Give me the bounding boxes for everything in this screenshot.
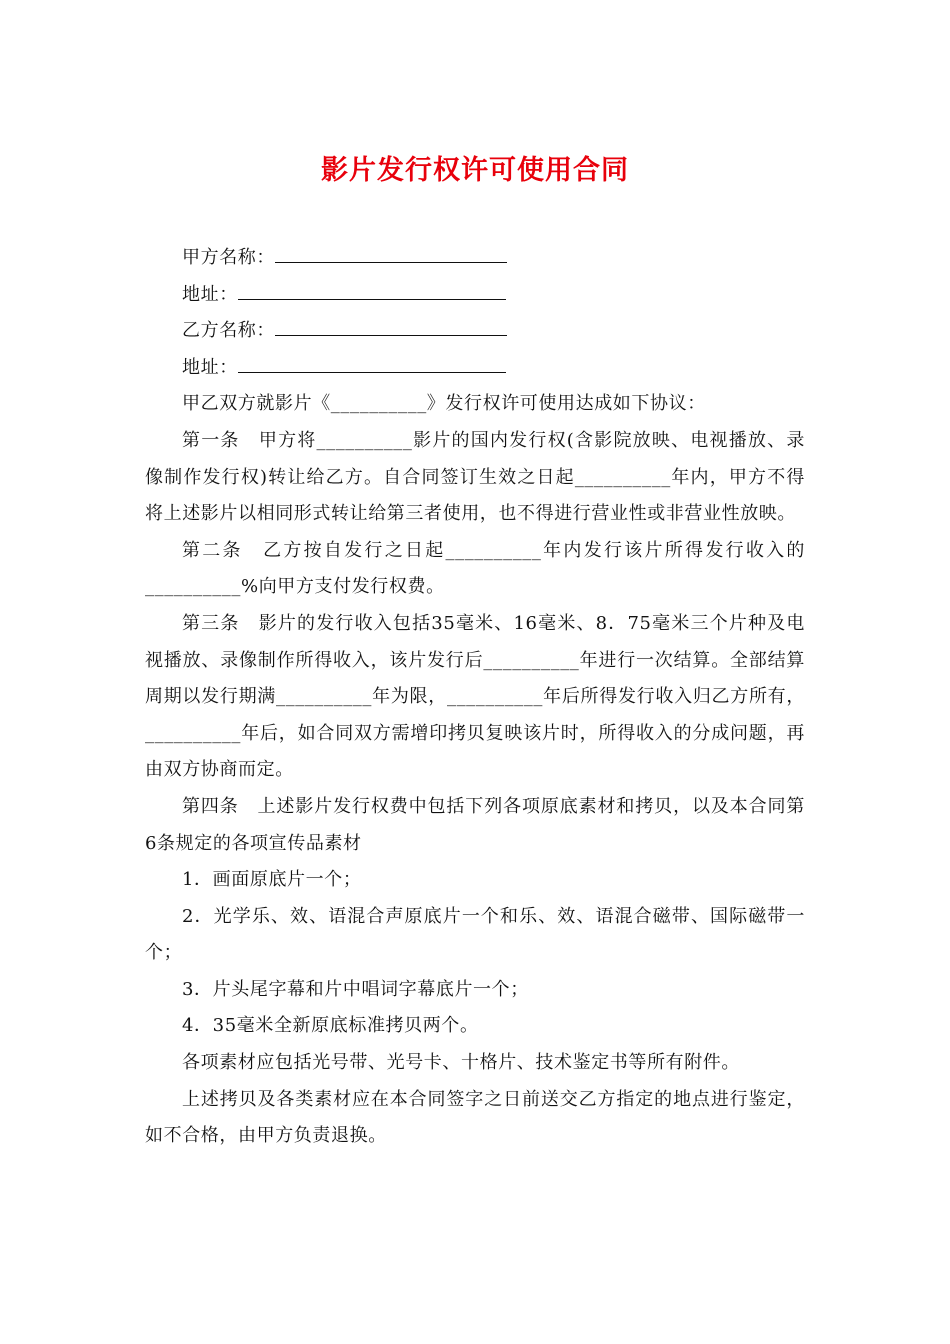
party-a-address-field (145, 277, 805, 314)
party-a-name-field (145, 240, 805, 277)
field-label: 乙方名称： (182, 320, 275, 342)
field-label: 地址： (182, 356, 238, 378)
list-item-1: 1．画面原底片一个； (182, 869, 362, 891)
contract-body (145, 240, 805, 1155)
party-b-address-blank (238, 350, 506, 373)
list-item-4: 4．35毫米全新原底标准拷贝两个。 (182, 1015, 479, 1037)
field-label: 甲方名称： (182, 247, 275, 268)
party-b-name-blank (275, 313, 507, 336)
agreement-intro: 甲乙双方就影片《__________》发行权许可使用达成如下协议： (182, 393, 706, 415)
list-item-2: 2．光学乐、效、语混合声原底片一个和乐、效、语混合磁带、国际磁带一个； (145, 905, 805, 964)
article-1: 第一条 甲方将__________影片的国内发行权(含影院放映、电视播放、录像制作发行权)转让给乙方。自合同签订生效之日起__________年内，甲方不得将上述影片以相同形式转让给第三者使用，也不得进行营业性或非营业性放映。 (145, 429, 805, 525)
list-item-3: 3．片头尾字幕和片中唱词字幕底片一个； (182, 978, 529, 1000)
attachments-note: 各项素材应包括光号带、光号卡、十格片、技术鉴定书等所有附件。 (182, 1052, 740, 1074)
article-3: 第三条 影片的发行收入包括35毫米、16毫米、8．75毫米三个片种及电视播放、录像制作所得收入，该片发行后__________年进行一次结算。全部结算周期以发行期满__________年为限，__________年后所得发行收入归乙方所有，__________年后，如合同双方需增印拷贝复映该片时，所得收入的分成问题，再由双方协商而定。 (145, 612, 805, 781)
party-b-name-field (145, 313, 805, 350)
field-label: 地址： (182, 283, 238, 305)
party-a-address-blank (238, 277, 506, 300)
inspection-note: 上述拷贝及各类素材应在本合同签字之日前送交乙方指定的地点进行鉴定，如不合格，由甲方负责退换。 (145, 1088, 805, 1147)
article-4: 第四条 上述影片发行权费中包括下列各项原底素材和拷贝，以及本合同第6条规定的各项宣传品素材 (145, 795, 805, 854)
document-title: 影片发行权许可使用合同 (321, 155, 629, 186)
party-a-name-blank (275, 240, 507, 263)
article-2: 第二条 乙方按自发行之日起__________年内发行该片所得发行收入的__________%向甲方支付发行权费。 (145, 539, 805, 598)
party-b-address-field (145, 350, 805, 387)
